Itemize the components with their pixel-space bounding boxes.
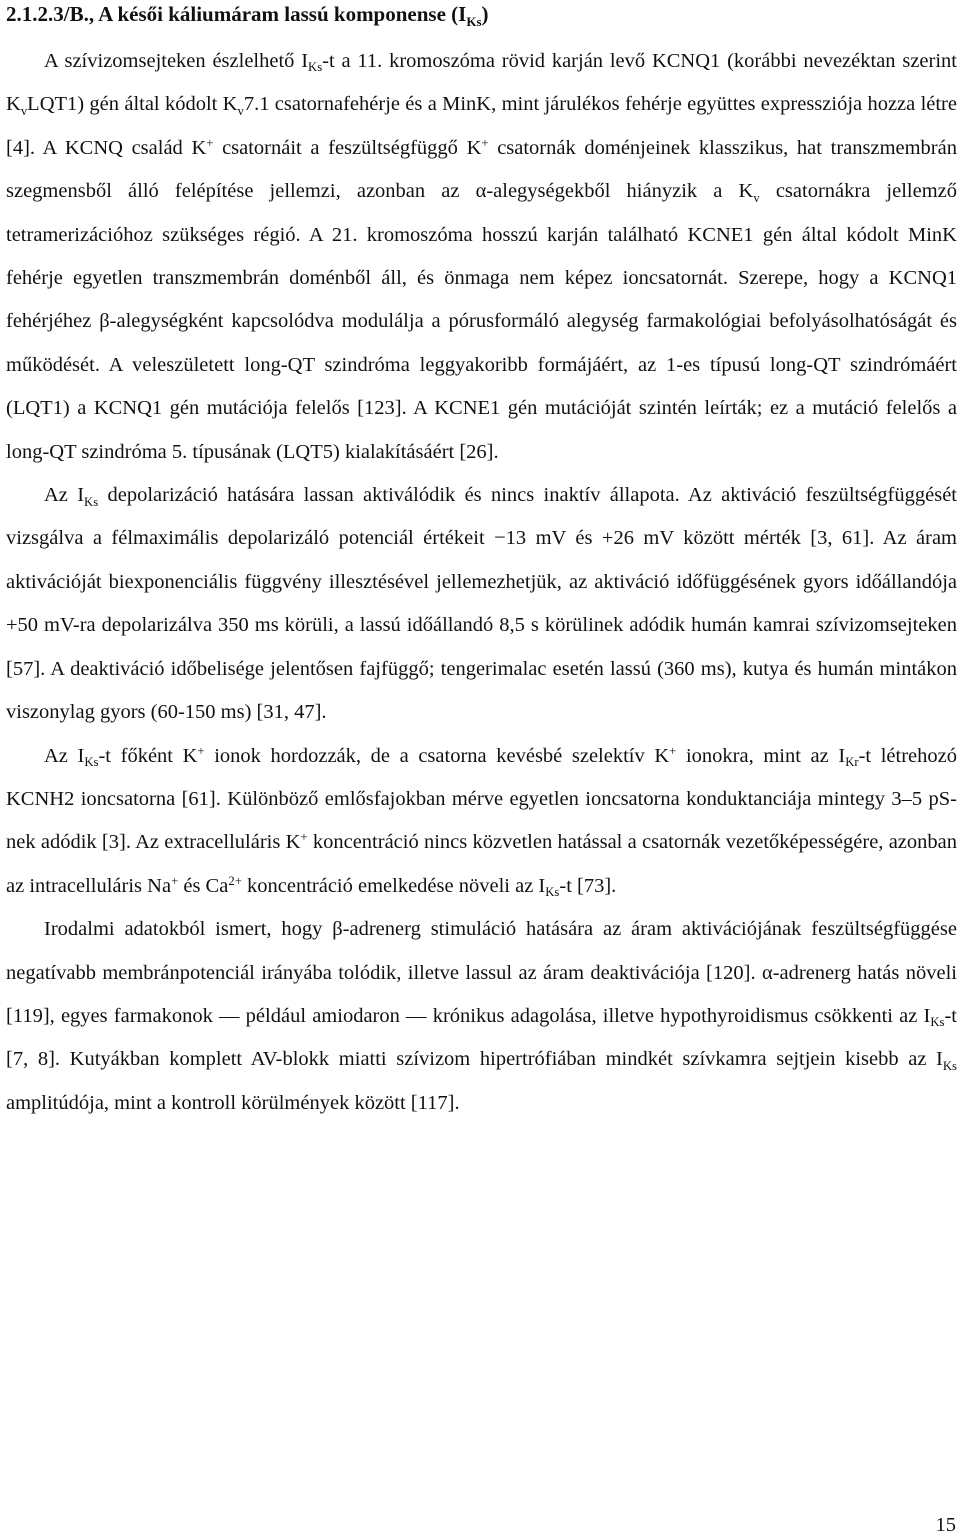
superscript: +	[300, 830, 308, 845]
heading-prefix: 2.1.2.3/B., A késői káliumáram lassú komponense (I	[6, 2, 467, 26]
text-run: 7.1 csatornafehérje és a MinK, mint járulékos fehérje együttes expressziója hozza létre [4]. A KCNQ család K	[6, 93, 957, 159]
paragraph	[6, 735, 957, 909]
subscript: Ks	[930, 1015, 945, 1030]
text-run: amplitúdója, mint a kontroll körülmények között [117].	[6, 1091, 460, 1114]
subscript: Kr	[845, 754, 859, 769]
text-run: LQT1) gén által kódolt K	[27, 93, 238, 116]
heading-subscript: Ks	[466, 13, 482, 29]
text-run: -t létrehozó KCNH2 ioncsatorna [61]. Különböző emlősfajokban mérve egyetlen ioncsatorna konduktanciája mintegy 3–5 pS-nek adódik [3]. Az extracelluláris K	[6, 744, 957, 854]
subscript: Ks	[942, 1058, 957, 1073]
subscript: Ks	[308, 60, 323, 75]
subscript: Ks	[84, 494, 99, 509]
superscript: 2+	[228, 873, 242, 888]
body-text	[6, 40, 957, 1125]
subscript: v	[753, 190, 760, 205]
text-run: -t [7, 8]. Kutyákban komplett AV-blokk miatti szívizom hipertrófiában mindkét szívkamra sejtjein kisebb az I	[6, 1004, 957, 1071]
text-run: -t [73].	[559, 874, 617, 897]
superscript: +	[481, 135, 489, 150]
text-run: csatornáit a feszültségfüggő K	[213, 136, 482, 159]
superscript: +	[197, 743, 205, 758]
superscript: +	[171, 873, 179, 888]
text-run: depolarizáció hatására lassan aktiválódik és nincs inaktív állapota. Az aktiváció feszültségfüggését vizsgálva a félmaximális depolarizáló potenciál értékeit −13 mV és +26 mV között mérték [3, 61]. Az áram aktivációját biexponenciális függvény illesztésével jellemezhetjük, az aktiváció időfüggésének gyors időállandója +50 mV-ra depolarizálva 350 ms körüli, a lassú időállandó 8,5 s körülinek adódik humán kamrai szívizomsejteken [57]. A deaktiváció időbelisége jelentősen fajfüggő; tengerimalac esetén lassú (360 ms), kutya és humán mintákon viszonylag gyors (60-150 ms) [31, 47].	[6, 484, 958, 724]
text-run: A szívizomsejteken észlelhető I	[44, 50, 309, 72]
text-run: -t a 11. kromoszóma rövid karján levő KCNQ1 (korábbi nevezéktan szerint K	[6, 50, 957, 116]
paragraph	[6, 474, 957, 734]
text-run: koncentráció nincs közvetlen hatással a csatornák vezetőképességére, azonban az intracelluláris Na	[6, 831, 957, 897]
section-heading	[6, 0, 489, 28]
subscript: v	[20, 103, 28, 118]
text-run: Az I	[44, 744, 85, 767]
text-run: ionok hordozzák, de a csatorna kevésbé szelektív K	[204, 744, 670, 767]
heading-suffix: )	[481, 2, 489, 26]
text-run: csatornákra jellemző tetramerizációhoz szükséges régió. A 21. kromoszóma hosszú karján található KCNE1 gén által kódolt MinK fehérje egyetlen transzmembrán doménből áll, és önmaga nem képez ioncsatornát. Szerepe, hogy a KCNQ1 fehérjéhez β-alegységként kapcsolódva modulálja a pórusformáló alegység farmakológiai befolyásolhatóságát és működését. A veleszületett long-QT szindróma leggyakoribb formájáért, az 1-es típusú long-QT szindrómáért (LQT1) a KCNQ1 gén mutációja felelős [123]. A KCNE1 gén mutációját szintén leírták; ez a mutáció felelős a long-QT szindróma 5. típusának (LQT5) kialakításáért [26].	[6, 180, 957, 463]
page-number: 15	[935, 1514, 956, 1536]
text-run: és Ca	[178, 874, 229, 897]
text-run: Az I	[44, 484, 85, 507]
subscript: Ks	[84, 754, 99, 769]
subscript: Ks	[545, 885, 560, 900]
text-run: Irodalmi adatokból ismert, hogy β-adrenerg stimuláció hatására az áram aktivációjának feszültségfüggése negatívabb membránpotenciál irányába tolódik, illetve lassul az áram deaktivációja [120]. α-adrenerg hatás növeli [119], egyes farmakonok — például amiodaron — krónikus adagolása, illetve hypothyroidismus csökkenti az I	[6, 918, 957, 1027]
subscript: v	[237, 103, 244, 118]
paragraph	[6, 40, 957, 474]
paragraph	[6, 908, 957, 1125]
superscript: +	[669, 743, 677, 758]
superscript: +	[206, 135, 214, 150]
text-run: koncentráció emelkedése növeli az I	[241, 874, 546, 897]
text-run: -t főként K	[98, 744, 198, 767]
text-run: csatornák doménjeinek klasszikus, hat transzmembrán szegmensből álló felépítése jellemzi, azonban az α-alegységekből hiányzik a K	[6, 136, 957, 203]
text-run: ionokra, mint az I	[676, 744, 846, 767]
